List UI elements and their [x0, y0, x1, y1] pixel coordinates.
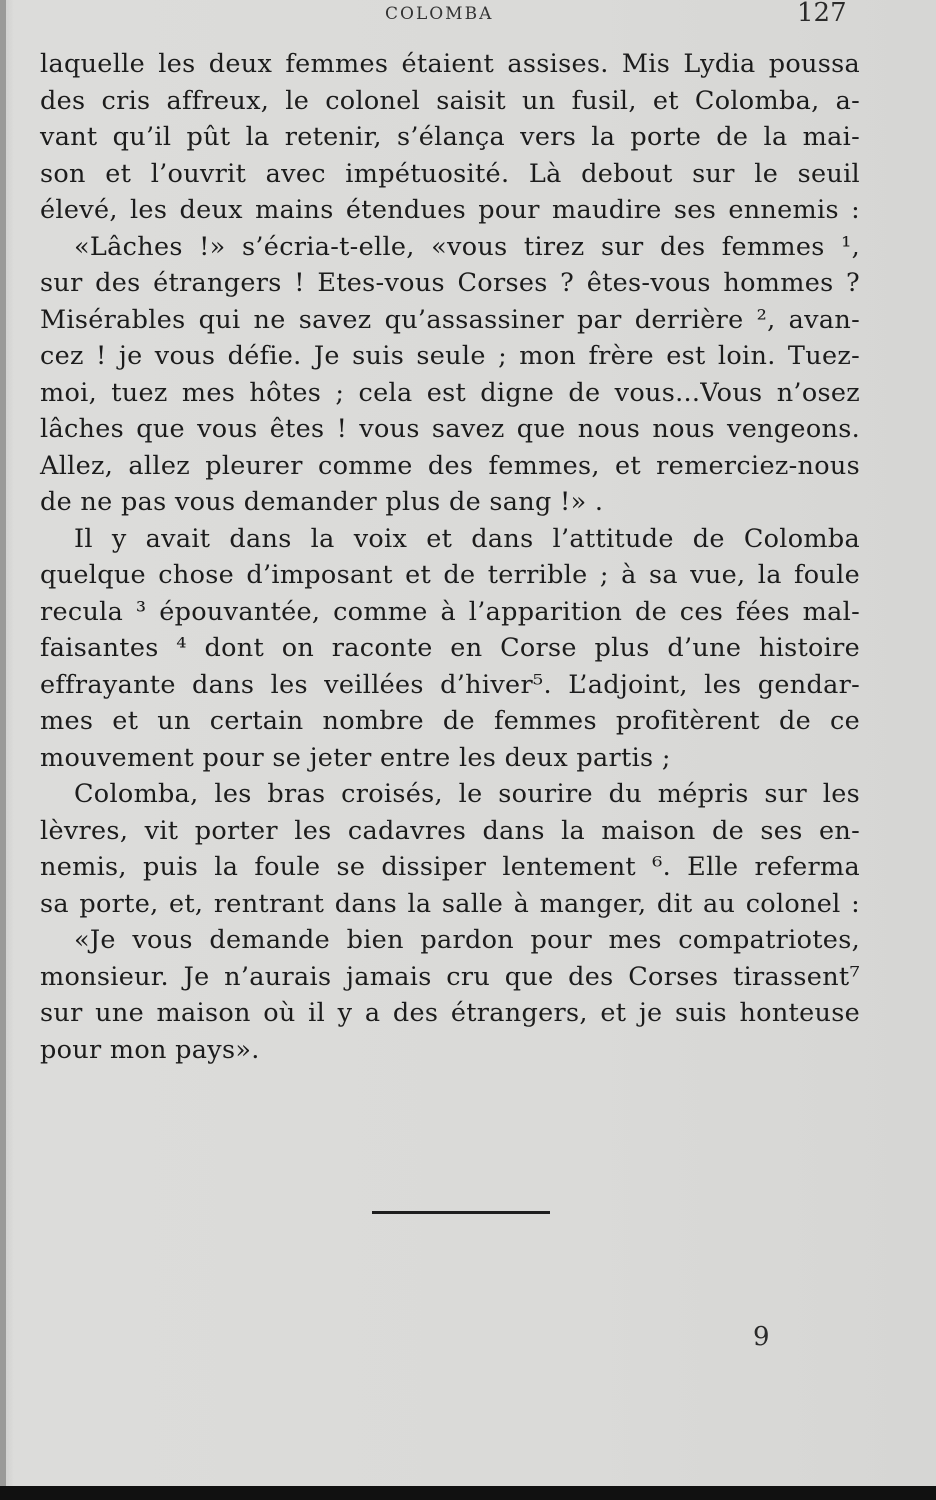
- text-line: effrayante dans les veillées d’hiver⁵. L’adjoint, les gendar-: [40, 669, 860, 700]
- text-line: moi, tuez mes hôtes ; cela est digne de vous...Vous n’osez: [40, 377, 860, 408]
- chapter-end-rule: [372, 1211, 550, 1214]
- text-line: Il y avait dans la voix et dans l’attitude de Colomba: [74, 523, 860, 554]
- text-line: Colomba, les bras croisés, le sourire du mépris sur les: [74, 779, 860, 809]
- scan-bottom-border: [0, 1486, 936, 1500]
- text-line: sur des étrangers ! Etes-vous Corses ? êtes-vous hommes ?: [40, 268, 860, 298]
- text-line: «Lâches !» s’écria-t-elle, «vous tirez sur des femmes ¹,: [74, 231, 860, 262]
- body-text: [40, 46, 860, 1068]
- page-gutter-shadow: [0, 0, 6, 1490]
- text-line: des cris affreux, le colonel saisit un fusil, et Colomba, a-: [40, 85, 860, 116]
- text-line: lèvres, vit porter les cadavres dans la maison de ses en-: [40, 815, 860, 846]
- text-line: son et l’ouvrit avec impétuosité. Là debout sur le seuil: [40, 158, 860, 189]
- signature-mark: 9: [753, 1322, 770, 1352]
- text-line: nemis, puis la foule se dissiper lentement ⁶. Elle referma: [40, 852, 860, 882]
- text-line: mouvement pour se jeter entre les deux partis ;: [40, 742, 671, 773]
- text-line: lâches que vous êtes ! vous savez que nous nous vengeons.: [40, 414, 860, 444]
- text-line: quelque chose d’imposant et de terrible ; à sa vue, la foule: [40, 560, 860, 590]
- text-line: élevé, les deux mains étendues pour maudire ses ennemis :: [40, 195, 860, 225]
- text-line: vant qu’il pût la retenir, s’élança vers la porte de la mai-: [40, 122, 860, 152]
- page-number: 127: [797, 0, 847, 28]
- running-title: COLOMBA: [385, 4, 494, 24]
- text-line: monsieur. Je n’aurais jamais cru que des Corses tirassent⁷: [40, 961, 860, 992]
- text-line: laquelle les deux femmes étaient assises. Mis Lydia poussa: [40, 49, 860, 79]
- text-line: mes et un certain nombre de femmes profitèrent de ce: [40, 706, 860, 736]
- text-line: faisantes ⁴ dont on raconte en Corse plus d’une histoire: [40, 633, 860, 663]
- text-line: de ne pas vous demander plus de sang !» .: [40, 487, 604, 517]
- text-line: sur une maison où il y a des étrangers, et je suis honteuse: [40, 998, 860, 1028]
- text-line: Misérables qui ne savez qu’assassiner par derrière ², avan-: [40, 304, 860, 335]
- text-line: cez ! je vous défie. Je suis seule ; mon frère est loin. Tuez-: [40, 341, 860, 371]
- text-line: «Je vous demande bien pardon pour mes compatriotes,: [74, 925, 860, 955]
- text-line: Allez, allez pleurer comme des femmes, et remerciez-nous: [40, 450, 860, 481]
- text-line: sa porte, et, rentrant dans la salle à manger, dit au colonel :: [40, 888, 860, 919]
- text-line: pour mon pays».: [40, 1034, 260, 1065]
- text-line: recula ³ épouvantée, comme à l’apparition de ces fées mal-: [40, 596, 860, 627]
